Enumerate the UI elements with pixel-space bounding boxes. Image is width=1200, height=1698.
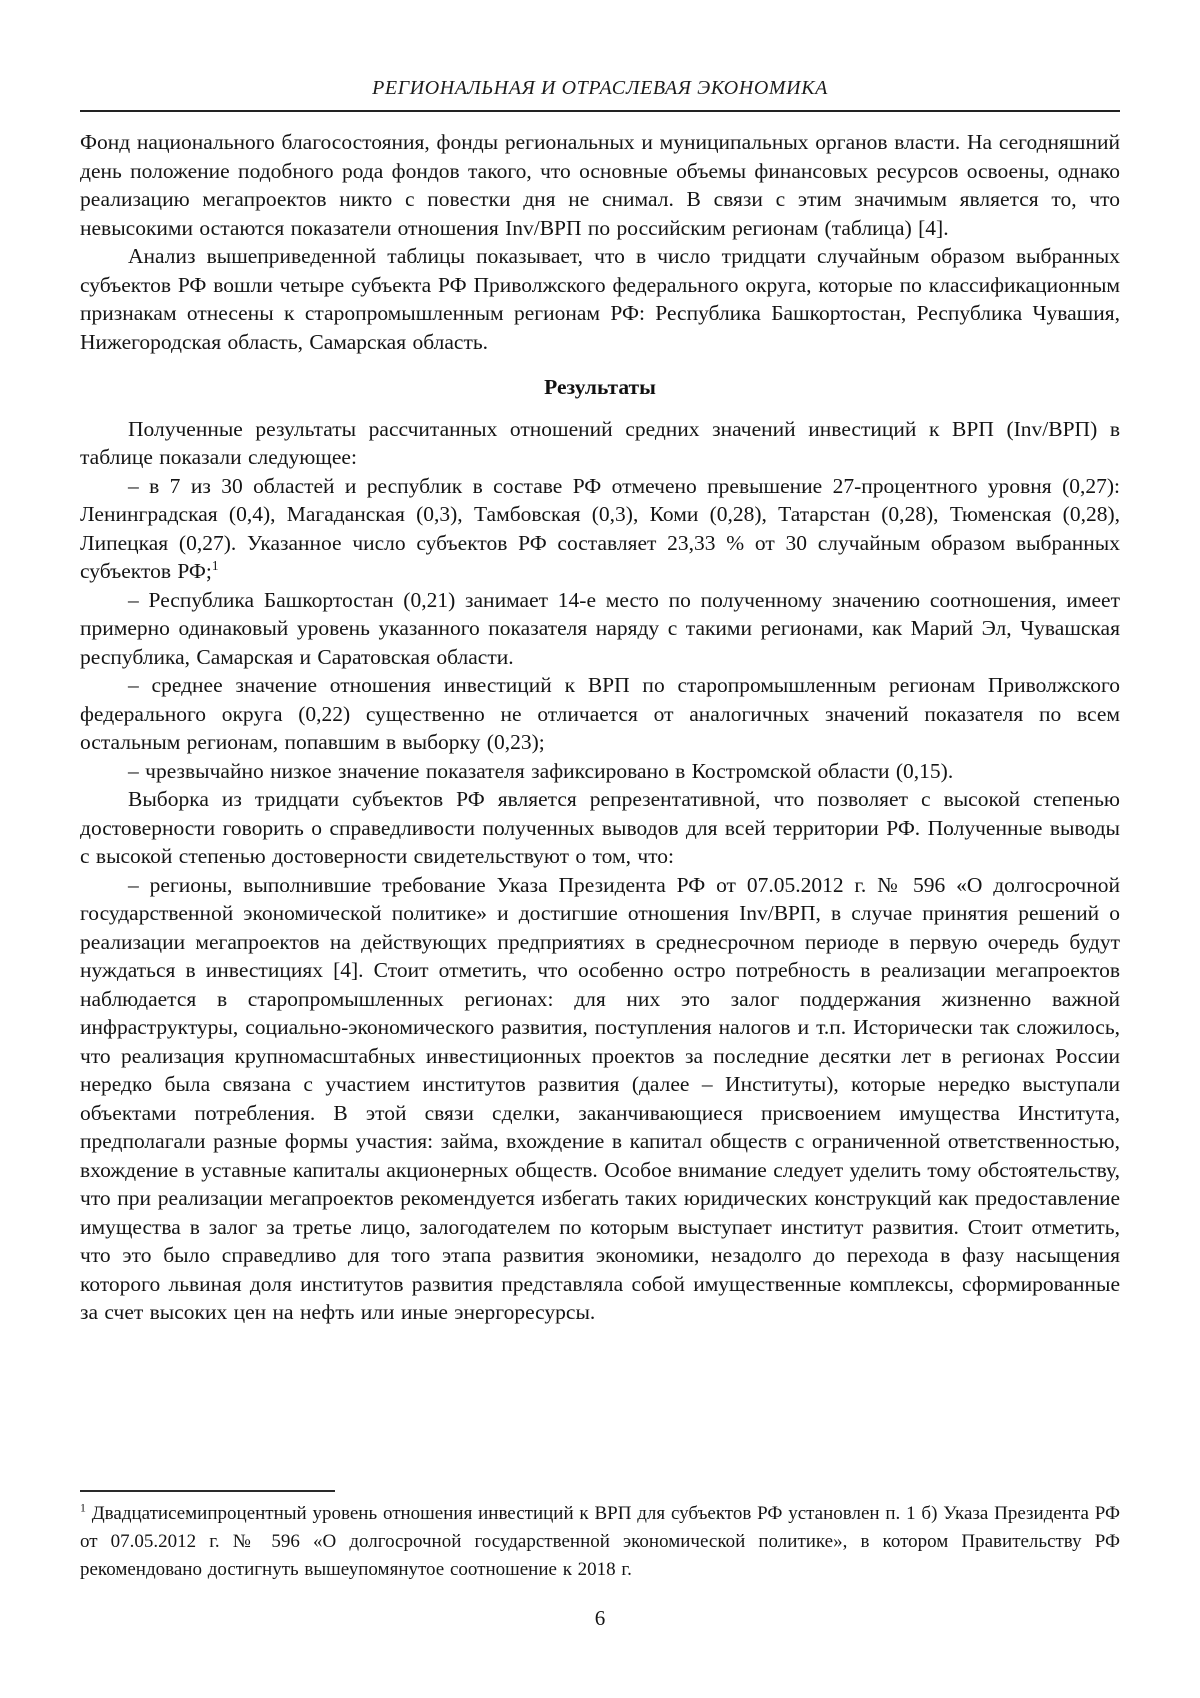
paragraph: Полученные результаты рассчитанных отношений средних значений инвестиций к ВРП (Inv/ВРП) в таблице показали следующее: bbox=[80, 416, 1120, 469]
footnote-separator bbox=[80, 1490, 335, 1492]
header-rule bbox=[80, 110, 1120, 112]
list-item: – Республика Башкортостан (0,21) занимает 14-е место по полученному значению соотношения, имеет примерно одинаковый уровень указанного показателя наряду с такими регионами, как Марий Эл, Чувашская республика, Самарская и Саратовская области. bbox=[80, 587, 1120, 669]
footnote bbox=[80, 1500, 1120, 1584]
paragraph: Анализ вышеприведенной таблицы показывает, что в число тридцати случайным образом выбранных субъектов РФ вошли четыре субъекта РФ Приволжского федерального округа, которые по классификационным признакам отнесены к старопромышленным регионам РФ: Республика Башкортостан, Республика Чувашия, Нижегородская область, Самарская область. bbox=[80, 244, 1120, 354]
page-footer bbox=[80, 1490, 1120, 1632]
list-item bbox=[80, 472, 1120, 586]
paragraph: Выборка из тридцати субъектов РФ является репрезентативной, что позволяет с высокой степенью достоверности говорить о справедливости полученных выводов для всей территории РФ. Полученные выводы с высокой степенью достоверности свидетельствуют о том, что: bbox=[80, 787, 1120, 868]
article-body bbox=[80, 128, 1120, 1327]
running-head: РЕГИОНАЛЬНАЯ И ОТРАСЛЕВАЯ ЭКОНОМИКА bbox=[372, 77, 828, 99]
footnote-ref: 1 bbox=[211, 557, 219, 573]
page-number: 6 bbox=[594, 1606, 606, 1630]
section-heading: Результаты bbox=[544, 375, 656, 399]
paragraph: Фонд национального благосостояния, фонды региональных и муниципальных органов власти. На сегодняшний день положение подобного рода фондов такого, что основные объемы финансовых ресурсов освоены, однако реализацию мегапроектов никто с повестки дня не снимал. В связи с этим значимым является то, что невысокими остаются показатели отношения Inv/ВРП по российским регионам (таблица) [4]. bbox=[80, 130, 1120, 240]
footnote-text: Двадцатисемипроцентный уровень отношения инвестиций к ВРП для субъектов РФ установлен п. 1 б) Указа Президента РФ от 07.05.2012 г. № 596 «О долгосрочной государственной экономической политике», в котором Правительству РФ рекомендовано достигнуть вышеупомянутое соотношение к 2018 г. bbox=[80, 1503, 1121, 1580]
list-item: – чрезвычайно низкое значение показателя зафиксировано в Костромской области (0,15). bbox=[128, 758, 954, 783]
page-header bbox=[80, 76, 1120, 112]
paragraph: – регионы, выполнившие требование Указа Президента РФ от 07.05.2012 г. № 596 «О долгосрочной государственной экономической политике» и достигшие отношения Inv/ВРП, в случае принятия решений о реализации мегапроектов на действующих предприятиях в среднесрочном периоде в первую очередь будут нуждаться в инвестициях [4]. Стоит отметить, что особенно остро потребность в реализации мегапроектов наблюдается в старопромышленных регионах: для них это залог поддержания жизненно важной инфраструктуры, социально-экономического развития, поступления налогов и т.п. Исторически так сложилось, что реализация крупномасштабных инвестиционных проектов за последние десятки лет в регионах России нередко была связана с участием институтов развития (далее – Институты), которые нередко выступали объектами потребления. В этой связи сделки, заканчивающиеся присвоением имущества Института, предполагали разные формы участия: займа, вхождение в капитал обществ с ограниченной ответственностью, вхождение в уставные капиталы акционерных обществ. Особое внимание следует уделить тому обстоятельству, что при реализации мегапроектов рекомендуется избегать таких юридических конструкций как предоставление имущества в залог за третье лицо, залогодателем по которым выступает институт развития. Стоит отметить, что это было справедливо для того этапа развития экономики, незадолго до перехода в фазу насыщения которого львиная доля институтов развития представляла собой имущественные комплексы, сформированные за счет высоких цен на нефть или иные энергоресурсы. bbox=[80, 872, 1120, 1324]
list-item: – среднее значение отношения инвестиций к ВРП по старопромышленным регионам Приволжского федерального округа (0,22) существенно не отличается от аналогичных значений показателя по всем остальным регионам, попавшим в выборку (0,23); bbox=[80, 673, 1120, 754]
footnote-mark: 1 bbox=[80, 1501, 86, 1515]
list-item-text: – в 7 из 30 областей и республик в составе РФ отмечено превышение 27-процентного уровня (0,27): Ленинградская (0,4), Магаданская (0,3), Тамбовская (0,3), Коми (0,28), Татарстан (0,28), Тюменская (0,28), Липецкая (0,27). Указанное число субъектов РФ составляет 23,33 % от 30 случайным образом выбранных субъектов РФ; bbox=[80, 473, 1120, 583]
